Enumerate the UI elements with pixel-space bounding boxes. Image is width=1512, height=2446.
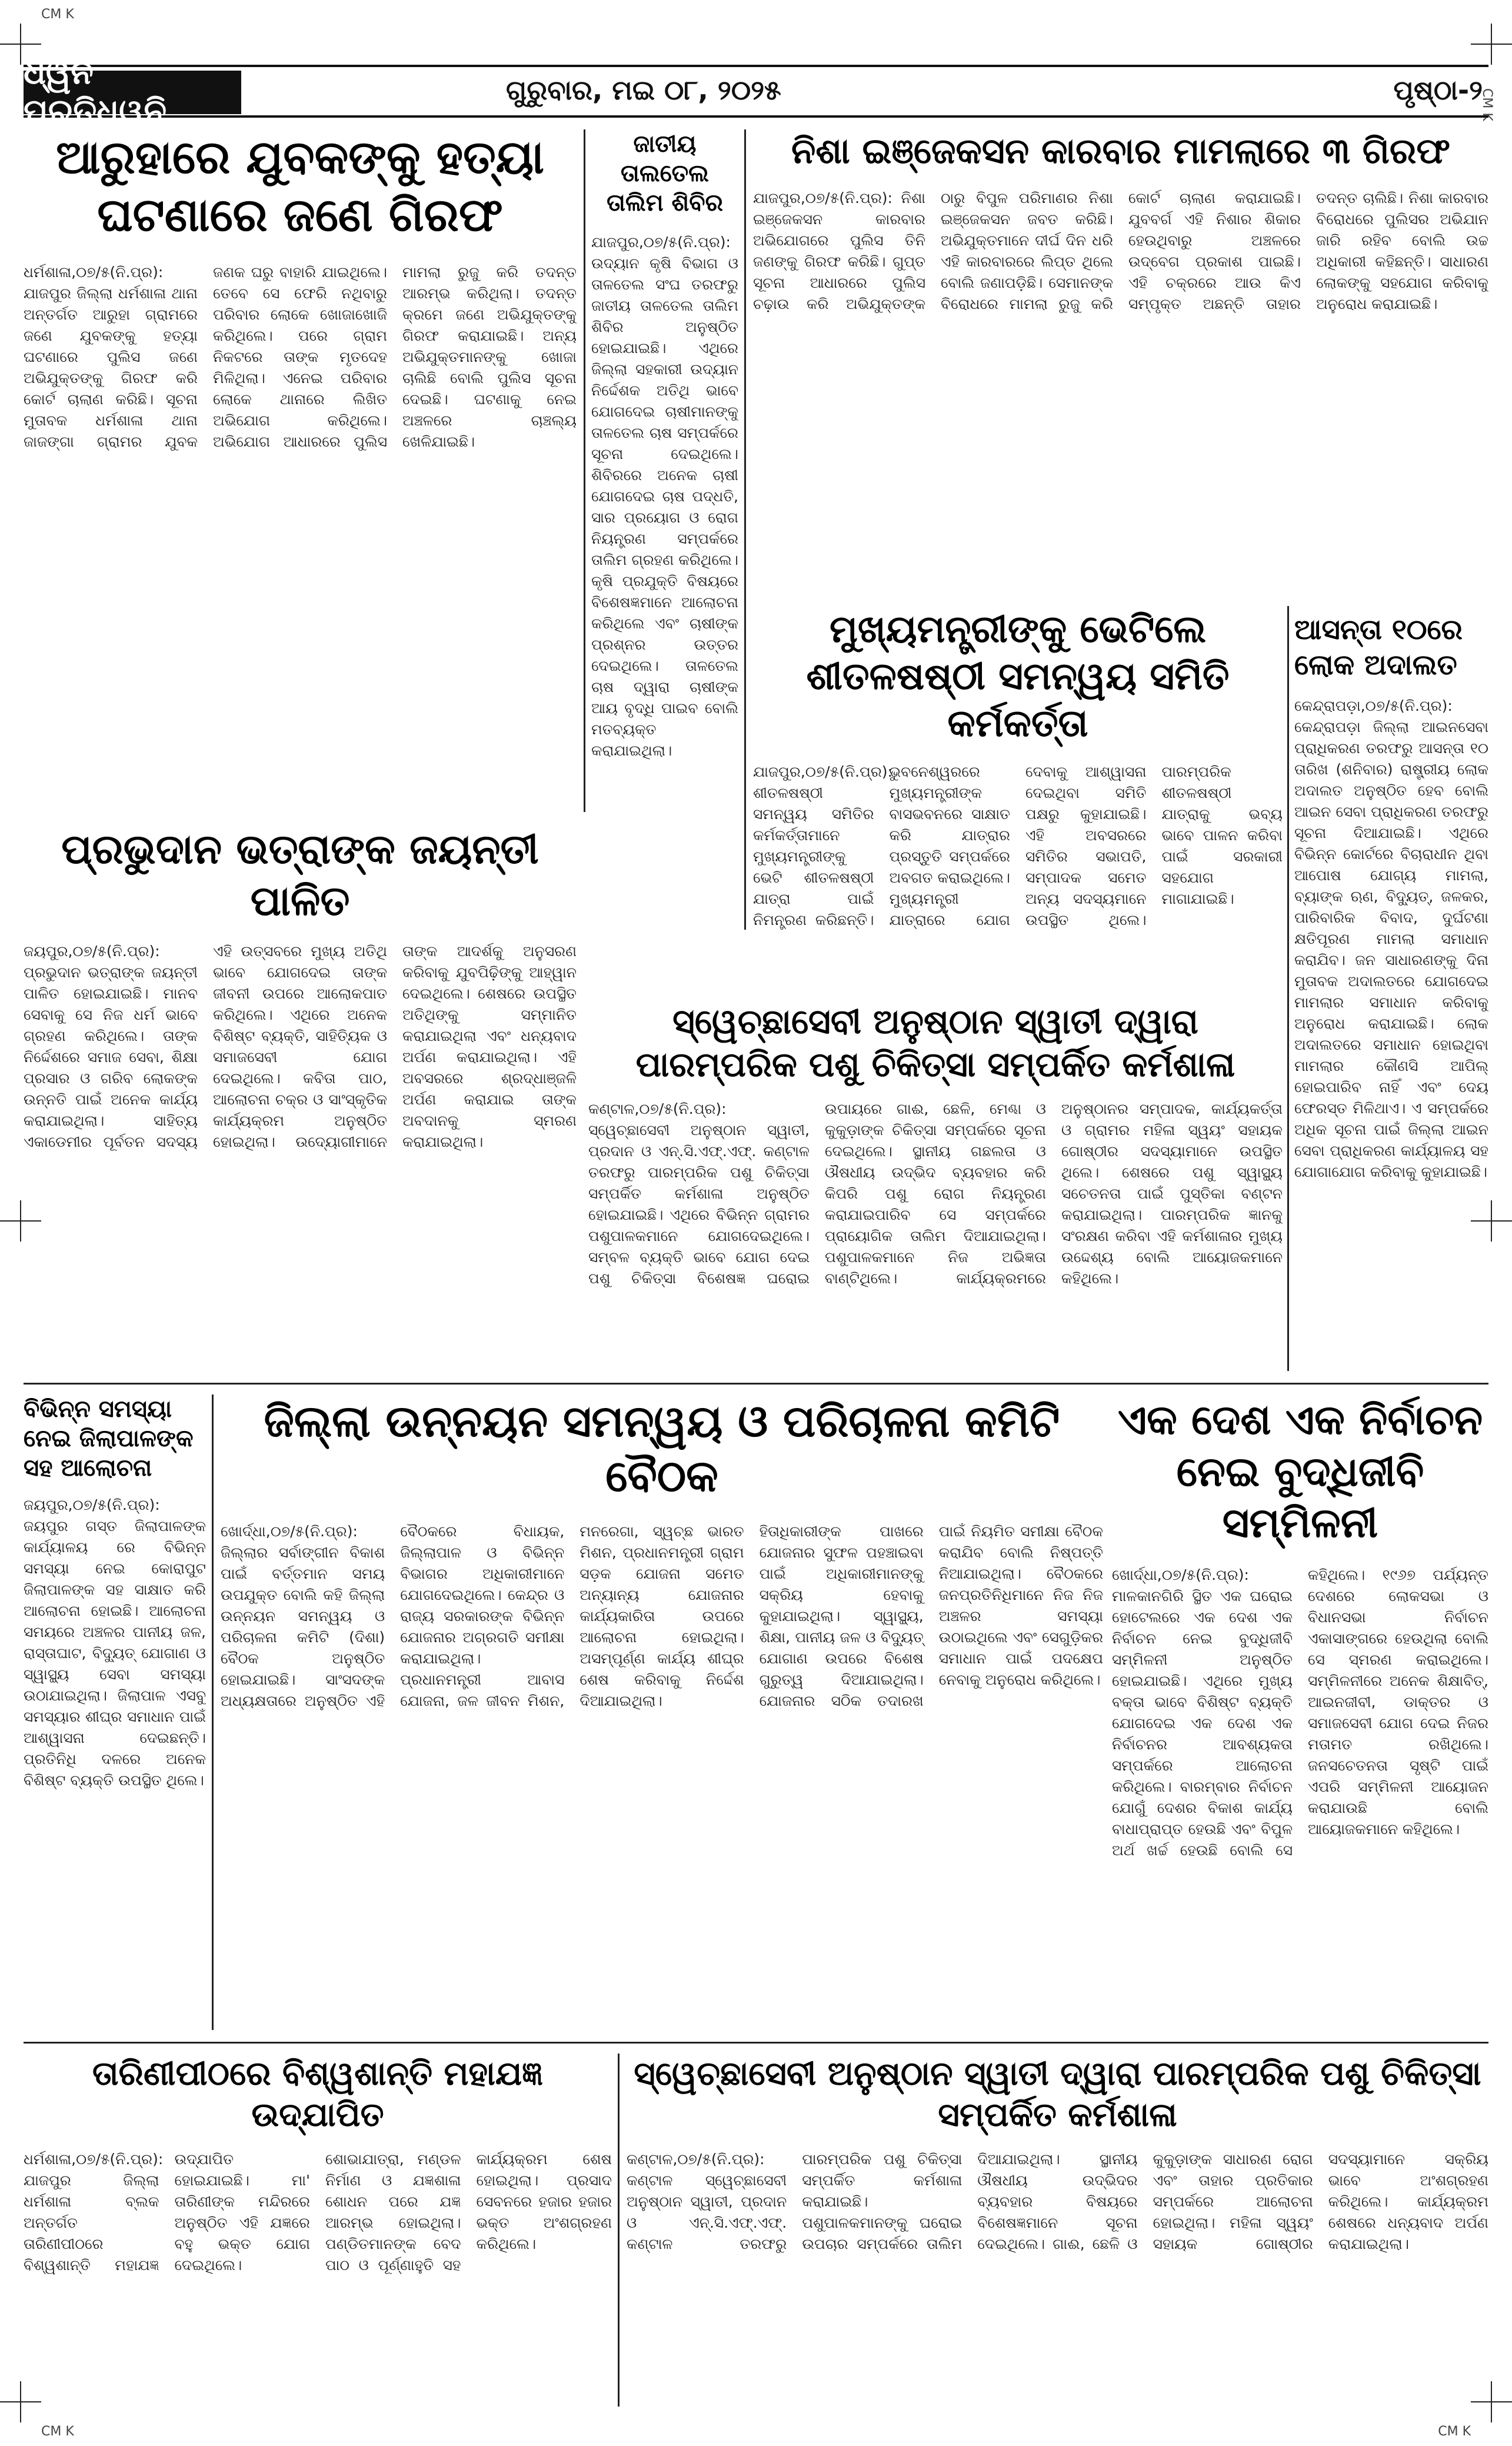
article-body: ଜୟପୁର,୦୭/୫(ନି.ପ୍ର): ଜୟପୁର ଗସ୍ତ ଜିଲାପାଳଙ୍କ କାର୍ଯ୍ୟାଳୟ ରେ ବିଭିନ୍ନ ସମସ୍ୟା ନେଇ କୋରାପୁଟ ଜିଲାପାଳଙ୍କ ସହ ସାକ୍ଷାତ କରି ଆଲୋଚନା ହୋଇଛି। ଆଲୋଚନା ସମୟରେ ଅଞ୍ଚଳର ପାନୀୟ ଜଳ, ରାସ୍ତାଘାଟ, ବିଦ୍ୟୁତ୍ ଯୋଗାଣ ଓ ସ୍ୱାସ୍ଥ୍ୟ ସେବା ସମସ୍ୟା ଉଠାଯାଇଥିଲା। ଜିଲାପାଳ ଏସବୁ ସମସ୍ୟାର ଶୀଘ୍ର ସମାଧାନ ପାଇଁ ଆଶ୍ୱାସନା ଦେଇଛନ୍ତି। ପ୍ରତିନିଧି ଦଳରେ ଅନେକ ବିଶିଷ୍ଟ ବ୍ୟକ୍ତି ଉପସ୍ଥିତ ଥିଲେ। (24, 1496, 206, 1789)
article-cm-meeting (753, 606, 1283, 989)
column-rule (212, 1395, 214, 2030)
article-district-meeting (221, 1395, 1103, 2030)
article-vet-workshop-2 (627, 2054, 1488, 2407)
article-headline: ଏକ ଦେଶ ଏକ ନିର୍ବାଚନ ନେଇ ବୁଦ୍ଧିଜୀବି ସମ୍ମିଳନୀ (1117, 1396, 1483, 1547)
article-headline: ପ୍ରଭୁଦାନ ଭତ୍ରାଙ୍କ ଜୟନ୍ତୀ ପାଳିତ (61, 825, 539, 925)
column-rule (584, 129, 585, 812)
article-body: ଖୋର୍ଦ୍ଧା,୦୭/୫(ନି.ପ୍ର): ମାଳକାନଗିରି ସ୍ଥିତ ଏକ ଘରୋଇ ହୋଟେଲରେ ଏକ ଦେଶ ଏକ ନିର୍ବାଚନ ନେଇ ବୁଦ୍ଧିଜୀବି ସମ୍ମିଳନୀ ଅନୁଷ୍ଠିତ ହୋଇଯାଇଛି। ଏଥିରେ ମୁଖ୍ୟ ବକ୍ତା ଭାବେ ବିଶିଷ୍ଟ ବ୍ୟକ୍ତି ଯୋଗଦେଇ ଏକ ଦେଶ ଏକ ନିର୍ବାଚନର ଆବଶ୍ୟକତା ସମ୍ପର୍କରେ ଆଲୋଚନା କରିଥିଲେ। ବାରମ୍ବାର ନିର୍ବାଚନ ଯୋଗୁଁ ଦେଶର ବିକାଶ କାର୍ଯ୍ୟ ବାଧାପ୍ରାପ୍ତ ହେଉଛି ଏବଂ ବିପୁଳ ଅର୍ଥ ଖର୍ଚ୍ଚ ହେଉଛି ବୋଲି ସେ କହିଥିଲେ। ୧୯୬୭ ପର୍ଯ୍ୟନ୍ତ ଦେଶରେ ଲୋକସଭା ଓ ବିଧାନସଭା ନିର୍ବାଚନ ଏକାସାଙ୍ଗରେ ହେଉଥିଲା ବୋଲି ସେ ସ୍ମରଣ କରାଇଥିଲେ। ସମ୍ମିଳନୀରେ ଅନେକ ଶିକ୍ଷାବିତ୍, ଆଇନଜୀବୀ, ଡାକ୍ତର ଓ ସମାଜସେବୀ ଯୋଗ ଦେଇ ନିଜର ମତାମତ ରଖିଥିଲେ। ଜନସଚେତନତା ସୃଷ୍ଟି ପାଇଁ ଏପରି ସମ୍ମିଳନୀ ଆୟୋଜନ କରାଯାଉଛି ବୋଲି ଆୟୋଜକମାନେ କହିଥିଲେ। (1112, 1566, 1488, 1859)
article-body: କଣ୍ଟାଳ,୦୭/୫(ନି.ପ୍ର): କଣ୍ଟାଳ ସ୍ୱେଚ୍ଛାସେବୀ ଅନୁଷ୍ଠାନ ସ୍ୱାତୀ, ପ୍ରଦାନ ଓ ଏନ୍.ସି.ଏଫ୍.ଏଫ୍. କଣ୍ଟାଳ ତରଫରୁ ପାରମ୍ପରିକ ପଶୁ ଚିକିତ୍ସା ସମ୍ପର୍କିତ କର୍ମଶାଳା କରାଯାଇଛି। ପଶୁପାଳକମାନଙ୍କୁ ଘରୋଇ ଉପଚାର ସମ୍ପର୍କରେ ତାଲିମ ଦିଆଯାଇଥିଲା। ସ୍ଥାନୀୟ ଔଷଧୀୟ ଉଦ୍ଭିଦର ବ୍ୟବହାର ବିଷୟରେ ବିଶେଷଜ୍ଞମାନେ ସୂଚନା ଦେଇଥିଲେ। ଗାଈ, ଛେଳି ଓ କୁକୁଡ଼ାଙ୍କ ସାଧାରଣ ରୋଗ ଏବଂ ତାହାର ପ୍ରତିକାର ସମ୍ପର୍କରେ ଆଲୋଚନା ହୋଇଥିଲା। ମହିଳା ସ୍ୱୟଂ ସହାୟକ ଗୋଷ୍ଠୀର ସଦସ୍ୟାମାନେ ସକ୍ରିୟ ଭାବେ ଅଂଶଗ୍ରହଣ କରିଥିଲେ। କାର୍ଯ୍ୟକ୍ରମ ଶେଷରେ ଧନ୍ୟବାଦ ଅର୍ପଣ କରାଯାଇଥିଲା। (627, 2151, 1488, 2252)
page-number: ପୃଷ୍ଠା-୨ (1393, 74, 1483, 106)
print-mark-bottom-right: CM K (1438, 2424, 1471, 2439)
print-mark-top-right: CM K (1480, 88, 1494, 121)
article-headline: ଜାତୀୟ ତାଲତେଲ ତାଲିମ ଶିବିର (607, 131, 723, 217)
article-body: ଯାଜପୁର,୦୭/୫(ନି.ପ୍ର): ଶୀତଳଷଷ୍ଠୀ ସମନ୍ୱୟ ସମିତିର କର୍ମକର୍ତ୍ତାମାନେ ମୁଖ୍ୟମନ୍ତ୍ରୀଙ୍କୁ ଭେଟି ଶୀତଳଷଷ୍ଠୀ ଯାତ୍ରା ପାଇଁ ନିମନ୍ତ୍ରଣ କରିଛନ୍ତି। ଭୁବନେଶ୍ୱରରେ ମୁଖ୍ୟମନ୍ତ୍ରୀଙ୍କ ବାସଭବନରେ ସାକ୍ଷାତ କରି ଯାତ୍ରାର ପ୍ରସ୍ତୁତି ସମ୍ପର୍କରେ ଅବଗତ କରାଇଥିଲେ। ମୁଖ୍ୟମନ୍ତ୍ରୀ ଯାତ୍ରାରେ ଯୋଗ ଦେବାକୁ ଆଶ୍ୱାସନା ଦେଇଥିବା ସମିତି ପକ୍ଷରୁ କୁହାଯାଇଛି। ଏହି ଅବସରରେ ସମିତିର ସଭାପତି, ସମ୍ପାଦକ ସମେତ ଅନ୍ୟ ସଦସ୍ୟମାନେ ଉପସ୍ଥିତ ଥିଲେ। ପାରମ୍ପରିକ ଶୀତଳଷଷ୍ଠୀ ଯାତ୍ରାକୁ ଭବ୍ୟ ଭାବେ ପାଳନ କରିବା ପାଇଁ ସରକାରୀ ସହଯୋଗ ମାଗାଯାଇଛି। (753, 763, 1283, 929)
article-body: ଯାଜପୁର,୦୭/୫(ନି.ପ୍ର): ଉଦ୍ୟାନ କୃଷି ବିଭାଗ ଓ ତାଳତେଲ ସଂଘ ତରଫରୁ ଜାତୀୟ ତାଳତେଲ ତାଲିମ ଶିବିର ଅନୁଷ୍ଠିତ ହୋଇଯାଇଛି। ଏଥିରେ ଜିଲ୍ଲା ସହକାରୀ ଉଦ୍ୟାନ ନିର୍ଦ୍ଦେଶକ ଅତିଥି ଭାବେ ଯୋଗଦେଇ ଚାଷୀମାନଙ୍କୁ ତାଳତେଲ ଚାଷ ସମ୍ପର୍କରେ ସୂଚନା ଦେଇଥିଲେ। ଶିବିରରେ ଅନେକ ଚାଷୀ ଯୋଗଦେଇ ଚାଷ ପଦ୍ଧତି, ସାର ପ୍ରୟୋଗ ଓ ରୋଗ ନିୟନ୍ତ୍ରଣ ସମ୍ପର୍କରେ ତାଲିମ ଗ୍ରହଣ କରିଥିଲେ। କୃଷି ପ୍ରଯୁକ୍ତି ବିଷୟରେ ବିଶେଷଜ୍ଞମାନେ ଆଲୋଚନା କରିଥିଲେ ଏବଂ ଚାଷୀଙ୍କ ପ୍ରଶ୍ନର ଉତ୍ତର ଦେଇଥିଲେ। ତାଳତେଲ ଚାଷ ଦ୍ୱାରା ଚାଷୀଙ୍କ ଆୟ ବୃଦ୍ଧି ପାଇବ ବୋଲି ମତବ୍ୟକ୍ତ କରାଯାଇଥିଲା। (591, 234, 738, 759)
article-headline: ବିଭିନ୍ନ ସମସ୍ୟା ନେଇ ଜିଲାପାଳଙ୍କ ସହ ଆଲୋଚନା (24, 1396, 194, 1482)
print-mark-top-left: CM K (41, 7, 74, 22)
article-headline: ଆରୁହାରେ ଯୁବକଙ୍କୁ ହତ୍ୟା ଘଟଣାରେ ଜଣେ ଗିରଫ (56, 131, 544, 242)
article-body: ଧର୍ମଶାଳା,୦୭/୫(ନି.ପ୍ର): ଯାଜପୁର ଜିଲ୍ଲା ଧର୍ମଶାଳା ବ୍ଲକ ଅନ୍ତର୍ଗତ ତାରିଣୀପୀଠରେ ବିଶ୍ୱଶାନ୍ତି ମହାଯଜ୍ଞ ଉଦ୍‌ଯାପିତ ହୋଇଯାଇଛି। ମା' ତାରିଣୀଙ୍କ ମନ୍ଦିରରେ ଅନୁଷ୍ଠିତ ଏହି ଯଜ୍ଞରେ ବହୁ ଭକ୍ତ ଯୋଗ ଦେଇଥିଲେ। ଶୋଭାଯାତ୍ରା, ମଣ୍ଡଳ ନିର୍ମାଣ ଓ ଯଜ୍ଞଶାଳା ଶୋଧନ ପରେ ଯଜ୍ଞ ଆରମ୍ଭ ହୋଇଥିଲା। ପଣ୍ଡିତମାନଙ୍କ ବେଦ ପାଠ ଓ ପୂର୍ଣ୍ଣାହୁତି ସହ କାର୍ଯ୍ୟକ୍ରମ ଶେଷ ହୋଇଥିଲା। ପ୍ରସାଦ ସେବନରେ ହଜାର ହଜାର ଭକ୍ତ ଅଂଶଗ୍ରହଣ କରିଥିଲେ। (24, 2151, 612, 2274)
article-headline: ସ୍ୱେଚ୍ଛାସେବୀ ଅନୁଷ୍ଠାନ ସ୍ୱାତୀ ଦ୍ୱାରା ପାରମ୍ପରିକ ପଶୁ ଚିକିତ୍ସା ସମ୍ପର୍କିତ କର୍ମଶାଳା (635, 1001, 1235, 1084)
article-collector-discussion (24, 1395, 206, 2030)
print-mark-bottom-left: CM K (41, 2424, 74, 2439)
article-body: ଧର୍ମଶାଳା,୦୭/୫(ନି.ପ୍ର): ଯାଜପୁର ଜିଲ୍ଲା ଧର୍ମଶାଳା ଥାନା ଅନ୍ତର୍ଗତ ଆରୁହା ଗ୍ରାମରେ ଜଣେ ଯୁବକଙ୍କୁ ହତ୍ୟା ଘଟଣାରେ ପୁଲିସ ଜଣେ ଅଭିଯୁକ୍ତଙ୍କୁ ଗିରଫ କରି କୋର୍ଟ ଚାଲାଣ କରିଛି। ସୂଚନା ମୁତାବକ ଧର୍ମଶାଳା ଥାନା ଜାଜଙ୍ଗା ଗ୍ରାମର ଯୁବକ ଜଣକ ଘରୁ ବାହାରି ଯାଇଥିଲେ। ତେବେ ସେ ଫେରି ନଥିବାରୁ ପରିବାର ଲୋକେ ଖୋଜାଖୋଜି କରିଥିଲେ। ପରେ ଗ୍ରାମ ନିକଟରେ ତାଙ୍କ ମୃତଦେହ ମିଳିଥିଲା। ଏନେଇ ପରିବାର ଲୋକେ ଥାନାରେ ଲିଖିତ ଅଭିଯୋଗ କରିଥିଲେ। ଅଭିଯୋଗ ଆଧାରରେ ପୁଲିସ ମାମଲା ରୁଜୁ କରି ତଦନ୍ତ ଆରମ୍ଭ କରିଥିଲା। ତଦନ୍ତ କ୍ରମେ ଜଣେ ଅଭିଯୁକ୍ତଙ୍କୁ ଗିରଫ କରାଯାଇଛି। ଅନ୍ୟ ଅଭିଯୁକ୍ତମାନଙ୍କୁ ଖୋଜା ଚାଲିଛି ବୋଲି ପୁଲିସ ସୂଚନା ଦେଇଛି। ଘଟଣାକୁ ନେଇ ଅଞ୍ଚଳରେ ଚାଞ୍ଚଲ୍ୟ ଖେଳିଯାଇଛି। (24, 264, 577, 450)
article-headline: ସ୍ୱେଚ୍ଛାସେବୀ ଅନୁଷ୍ଠାନ ସ୍ୱାତୀ ଦ୍ୱାରା ପାରମ୍ପରିକ ପଶୁ ଚିକିତ୍ସା ସମ୍ପର୍କିତ କର୍ମଶାଳା (634, 2055, 1481, 2134)
article-palm-oil-camp (591, 129, 738, 930)
section-rule (24, 2042, 1488, 2044)
article-body: କେନ୍ଦ୍ରାପଡ଼ା,୦୭/୫(ନି.ପ୍ର): କେନ୍ଦ୍ରାପଡ଼ା ଜିଲ୍ଲା ଆଇନସେବା ପ୍ରାଧିକରଣ ତରଫରୁ ଆସନ୍ତା ୧୦ ତାରିଖ (ଶନିବାର) ରାଷ୍ଟ୍ରୀୟ ଲୋକ ଅଦାଲତ ଅନୁଷ୍ଠିତ ହେବ ବୋଲି ଆଇନ ସେବା ପ୍ରାଧିକରଣ ତରଫରୁ ସୂଚନା ଦିଆଯାଇଛି। ଏଥିରେ ବିଭିନ୍ନ କୋର୍ଟରେ ବିଚାରାଧୀନ ଥିବା ଆପୋଷ ଯୋଗ୍ୟ ମାମଲା, ବ୍ୟାଙ୍କ ଋଣ, ବିଦ୍ୟୁତ୍, ଜଳକର, ପାରିବାରିକ ବିବାଦ, ଦୁର୍ଘଟଣା କ୍ଷତିପୂରଣ ମାମଲା ସମାଧାନ କରାଯିବ। ଜନ ସାଧାରଣଙ୍କୁ ଦିନା ମୁତାବକ ଅଦାଲତରେ ଯୋଗଦେଇ ମାମଲାର ସମାଧାନ କରିବାକୁ ଅନୁରୋଧ କରାଯାଇଛି। ଲୋକ ଅଦାଲତରେ ସମାଧାନ ହୋଇଥିବା ମାମଲାର କୌଣସି ଆପିଲ୍ ହୋଇପାରିବ ନାହିଁ ଏବଂ ଦେୟ ଫେରସ୍ତ ମିଳିଥାଏ। ଏ ସମ୍ପର୍କରେ ଅଧିକ ସୂଚନା ପାଇଁ ଜିଲ୍ଲା ଆଇନ ସେବା ପ୍ରାଧିକରଣ କାର୍ଯ୍ୟାଳୟ ସହ ଯୋଗାଯୋଗ କରିବାକୁ କୁହାଯାଇଛି। (1294, 697, 1488, 1180)
article-headline: ଜିଲ୍ଲା ଉନ୍ନୟନ ସମନ୍ୱୟ ଓ ପରିଚାଳନା କମିଟି ବୈଠକ (264, 1396, 1060, 1502)
column-rule (1287, 606, 1289, 1371)
article-body: କଣ୍ଟାଳ,୦୭/୫(ନି.ପ୍ର): ସ୍ୱେଚ୍ଛାସେବୀ ଅନୁଷ୍ଠାନ ସ୍ୱାତୀ, ପ୍ରଦାନ ଓ ଏନ୍.ସି.ଏଫ୍.ଏଫ୍. କଣ୍ଟାଳ ତରଫରୁ ପାରମ୍ପରିକ ପଶୁ ଚିକିତ୍ସା ସମ୍ପର୍କିତ କର୍ମଶାଳା ଅନୁଷ୍ଠିତ ହୋଇଯାଇଛି। ଏଥିରେ ବିଭିନ୍ନ ଗ୍ରାମର ପଶୁପାଳକମାନେ ଯୋଗଦେଇଥିଲେ। ସମ୍ବଳ ବ୍ୟକ୍ତି ଭାବେ ଯୋଗ ଦେଇ ପଶୁ ଚିକିତ୍ସା ବିଶେଷଜ୍ଞ ଘରୋଇ ଉପାୟରେ ଗାଈ, ଛେଳି, ମେଣ୍ଢା ଓ କୁକୁଡ଼ାଙ୍କ ଚିକିତ୍ସା ସମ୍ପର୍କରେ ସୂଚନା ଦେଇଥିଲେ। ସ୍ଥାନୀୟ ଗଛଲତା ଓ ଔଷଧୀୟ ଉଦ୍ଭିଦ ବ୍ୟବହାର କରି କିପରି ପଶୁ ରୋଗ ନିୟନ୍ତ୍ରଣ କରାଯାଇପାରିବ ସେ ସମ୍ପର୍କରେ ପ୍ରାୟୋଗିକ ତାଲିମ ଦିଆଯାଇଥିଲା। ପଶୁପାଳକମାନେ ନିଜ ଅଭିଜ୍ଞତା ବାଣ୍ଟିଥିଲେ। କାର୍ଯ୍ୟକ୍ରମରେ ଅନୁଷ୍ଠାନର ସମ୍ପାଦକ, କାର୍ଯ୍ୟକର୍ତ୍ତା ଓ ଗ୍ରାମର ମହିଳା ସ୍ୱୟଂ ସହାୟକ ଗୋଷ୍ଠୀର ସଦସ୍ୟାମାନେ ଉପସ୍ଥିତ ଥିଲେ। ଶେଷରେ ପଶୁ ସ୍ୱାସ୍ଥ୍ୟ ସଚେତନତା ପାଇଁ ପୁସ୍ତିକା ବଣ୍ଟନ କରାଯାଇଥିଲା। ପାରମ୍ପରିକ ଜ୍ଞାନକୁ ସଂରକ୍ଷଣ କରିବା ଏହି କର୍ମଶାଳାର ମୁଖ୍ୟ ଉଦ୍ଦେଶ୍ୟ ବୋଲି ଆୟୋଜକମାନେ କହିଥିଲେ। (588, 1100, 1283, 1287)
article-injection-arrest (753, 129, 1488, 588)
column-rule (744, 129, 746, 930)
newspaper-logo: ଧ୍ୱନି ପ୍ରତିଧ୍ୱନି (24, 71, 241, 114)
masthead (24, 54, 1488, 131)
article-headline: ଆସନ୍ତା ୧୦ରେ ଲୋକ ଅଦାଲତ (1294, 613, 1463, 681)
article-one-nation-election (1112, 1395, 1488, 2030)
column-rule (618, 2054, 620, 2407)
article-body: ଜୟପୁର,୦୭/୫(ନି.ପ୍ର): ପ୍ରଭୁଦାନ ଭତ୍ରାଙ୍କ ଜୟନ୍ତୀ ପାଳିତ ହୋଇଯାଇଛି। ମାନବ ସେବାକୁ ସେ ନିଜ ଧର୍ମ ଭାବେ ଗ୍ରହଣ କରିଥିଲେ। ତାଙ୍କ ନିର୍ଦ୍ଦେଶରେ ସମାଜ ସେବା, ଶିକ୍ଷା ପ୍ରସାର ଓ ଗରିବ ଲୋକଙ୍କ ଉନ୍ନତି ପାଇଁ ଅନେକ କାର୍ଯ୍ୟ କରାଯାଇଥିଲା। ସାହିତ୍ୟ ଏକାଡେମୀର ପୂର୍ବତନ ସଦସ୍ୟ ଏହି ଉତ୍ସବରେ ମୁଖ୍ୟ ଅତିଥି ଭାବେ ଯୋଗଦେଇ ତାଙ୍କ ଜୀବନୀ ଉପରେ ଆଲୋକପାତ କରିଥିଲେ। ଏଥିରେ ଅନେକ ବିଶିଷ୍ଟ ବ୍ୟକ୍ତି, ସାହିତ୍ୟିକ ଓ ସମାଜସେବୀ ଯୋଗ ଦେଇଥିଲେ। କବିତା ପାଠ, ଆଲୋଚନା ଚକ୍ର ଓ ସାଂସ୍କୃତିକ କାର୍ଯ୍ୟକ୍ରମ ଅନୁଷ୍ଠିତ ହୋଇଥିଲା। ଉଦ୍ୟୋଗୀମାନେ ତାଙ୍କ ଆଦର୍ଶକୁ ଅନୁସରଣ କରିବାକୁ ଯୁବପିଢ଼ିଙ୍କୁ ଆହ୍ୱାନ ଦେଇଥିଲେ। ଶେଷରେ ଉପସ୍ଥିତ ଅତିଥିଙ୍କୁ ସମ୍ମାନିତ କରାଯାଇଥିଲା ଏବଂ ଧନ୍ୟବାଦ ଅର୍ପଣ କରାଯାଇଥିଲା। ଏହି ଅବସରରେ ଶ୍ରଦ୍ଧାଞ୍ଜଳି ଅର୍ପଣ କରାଯାଇ ତାଙ୍କ ଅବଦାନକୁ ସ୍ମରଣ କରାଯାଇଥିଲା। (24, 943, 577, 1150)
article-headline: ମୁଖ୍ୟମନ୍ତ୍ରୀଙ୍କୁ ଭେଟିଲେ ଶୀତଳଷଷ୍ଠୀ ସମନ୍ୱୟ ସମିତି କର୍ମକର୍ତ୍ତା (806, 608, 1230, 746)
article-body: ଯାଜପୁର,୦୭/୫(ନି.ପ୍ର): ନିଶା ଇଞ୍ଜେକସନ କାରବାର ଅଭିଯୋଗରେ ପୁଲିସ ତିନି ଜଣଙ୍କୁ ଗିରଫ କରିଛି। ଗୁପ୍ତ ସୂଚନା ଆଧାରରେ ପୁଲିସ ଚଢ଼ାଉ କରି ଅଭିଯୁକ୍ତଙ୍କ ଠାରୁ ବିପୁଳ ପରିମାଣର ନିଶା ଇଞ୍ଜେକସନ ଜବତ କରିଛି। ଅଭିଯୁକ୍ତମାନେ ଦୀର୍ଘ ଦିନ ଧରି ଏହି କାରବାରରେ ଲିପ୍ତ ଥିଲେ ବୋଲି ଜଣାପଡ଼ିଛି। ସେମାନଙ୍କ ବିରୋଧରେ ମାମଲା ରୁଜୁ କରି କୋର୍ଟ ଚାଲାଣ କରାଯାଇଛି। ଯୁବବର୍ଗ ଏହି ନିଶାର ଶିକାର ହେଉଥିବାରୁ ଅଞ୍ଚଳରେ ଉଦ୍‌ବେଗ ପ୍ରକାଶ ପାଇଛି। ଏହି ଚକ୍ରରେ ଆଉ କିଏ ସମ୍ପୃକ୍ତ ଅଛନ୍ତି ତାହାର ତଦନ୍ତ ଚାଲିଛି। ନିଶା କାରବାର ବିରୋଧରେ ପୁଲିସର ଅଭିଯାନ ଜାରି ରହିବ ବୋଲି ଉଚ୍ଚ ଅଧିକାରୀ କହିଛନ୍ତି। ସାଧାରଣ ଲୋକଙ୍କୁ ସହଯୋଗ କରିବାକୁ ଅନୁରୋଧ କରାଯାଇଛି। (753, 189, 1488, 312)
publication-date: ଗୁରୁବାର, ମଇ ୦୮, ୨୦୨୫ (506, 74, 781, 106)
article-yagna (24, 2054, 612, 2407)
article-murder-arrest (24, 129, 577, 812)
article-vet-workshop (588, 1000, 1283, 1371)
article-lok-adalat (1294, 612, 1488, 1371)
article-headline: ତାରିଣୀପୀଠରେ ବିଶ୍ୱଶାନ୍ତି ମହାଯଜ୍ଞ ଉଦ୍‌ଯାପିତ (92, 2055, 543, 2134)
registration-mark (1471, 24, 1512, 65)
article-headline: ନିଶା ଇଞ୍ଜେକସନ କାରବାର ମାମଲାରେ ୩ ଗିରଫ (791, 131, 1450, 172)
article-jayanti (24, 824, 577, 1371)
article-body: ଖୋର୍ଦ୍ଧା,୦୭/୫(ନି.ପ୍ର): ଜିଲ୍ଲାର ସର୍ବାଙ୍ଗୀନ ବିକାଶ ପାଇଁ ବର୍ତ୍ତମାନ ସମୟ ଉପଯୁକ୍ତ ବୋଲି କହି ଜିଲ୍ଲା ଉନ୍ନୟନ ସମନ୍ୱୟ ଓ ପରିଚାଳନା କମିଟି (ଦିଶା) ବୈଠକ ଅନୁଷ୍ଠିତ ହୋଇଯାଇଛି। ସାଂସଦଙ୍କ ଅଧ୍ୟକ୍ଷତାରେ ଅନୁଷ୍ଠିତ ଏହି ବୈଠକରେ ବିଧାୟକ, ଜିଲ୍ଲାପାଳ ଓ ବିଭିନ୍ନ ବିଭାଗର ଅଧିକାରୀମାନେ ଯୋଗଦେଇଥିଲେ। କେନ୍ଦ୍ର ଓ ରାଜ୍ୟ ସରକାରଙ୍କ ବିଭିନ୍ନ ଯୋଜନାର ଅଗ୍ରଗତି ସମୀକ୍ଷା କରାଯାଇଥିଲା। ପ୍ରଧାନମନ୍ତ୍ରୀ ଆବାସ ଯୋଜନା, ଜଳ ଜୀବନ ମିଶନ, ମନରେଗା, ସ୍ୱଚ୍ଛ ଭାରତ ମିଶନ, ପ୍ରଧାନମନ୍ତ୍ରୀ ଗ୍ରାମ ସଡ଼କ ଯୋଜନା ସମେତ ଅନ୍ୟାନ୍ୟ ଯୋଜନାର କାର୍ଯ୍ୟକାରିତା ଉପରେ ଆଲୋଚନା ହୋଇଥିଲା। ଅସମ୍ପୂର୍ଣ୍ଣ କାର୍ଯ୍ୟ ଶୀଘ୍ର ଶେଷ କରିବାକୁ ନିର୍ଦ୍ଦେଶ ଦିଆଯାଇଥିଲା। ହିତାଧିକାରୀଙ୍କ ପାଖରେ ଯୋଜନାର ସୁଫଳ ପହଞ୍ଚାଇବା ପାଇଁ ଅଧିକାରୀମାନଙ୍କୁ ସକ୍ରିୟ ହେବାକୁ କୁହାଯାଇଥିଲା। ସ୍ୱାସ୍ଥ୍ୟ, ଶିକ୍ଷା, ପାନୀୟ ଜଳ ଓ ବିଦ୍ୟୁତ୍ ଯୋଗାଣ ଉପରେ ବିଶେଷ ଗୁରୁତ୍ୱ ଦିଆଯାଇଥିଲା। ଯୋଜନାର ସଠିକ ତଦାରଖ ପାଇଁ ନିୟମିତ ସମୀକ୍ଷା ବୈଠକ କରାଯିବ ବୋଲି ନିଷ୍ପତ୍ତି ନିଆଯାଇଥିଲା। ବୈଠକରେ ଜନପ୍ରତିନିଧିମାନେ ନିଜ ନିଜ ଅଞ୍ଚଳର ସମସ୍ୟା ଉଠାଇଥିଲେ ଏବଂ ସେଗୁଡ଼ିକର ସମାଧାନ ପାଇଁ ପଦକ୍ଷେପ ନେବାକୁ ଅନୁରୋଧ କରିଥିଲେ। (221, 1523, 1103, 1709)
section-rule (24, 1383, 1488, 1385)
